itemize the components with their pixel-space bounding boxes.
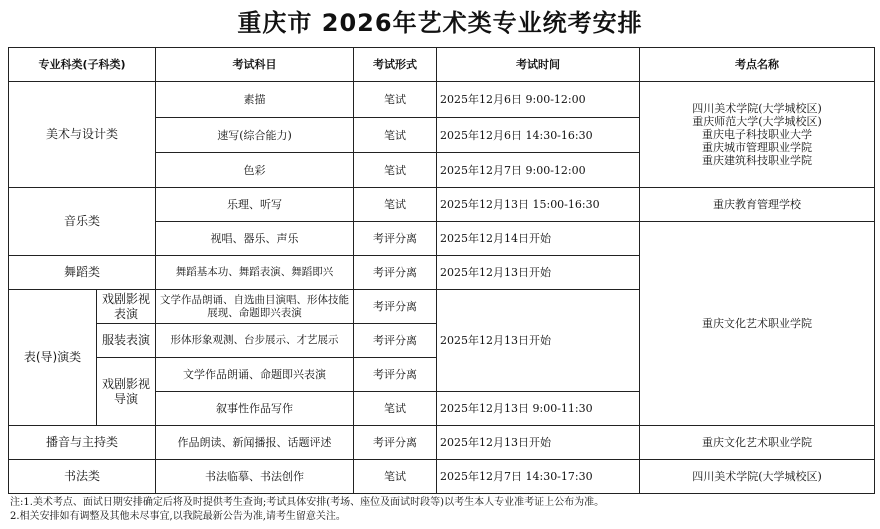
subcategory-fashion-show: 服装表演	[97, 324, 156, 358]
subject-cell: 舞蹈基本功、舞蹈表演、舞蹈即兴	[156, 256, 354, 290]
site-line: 重庆城市管理职业学院	[702, 141, 812, 154]
form-cell: 笔试	[354, 460, 437, 494]
table-row	[9, 188, 875, 222]
subject-cell: 文学作品朗诵、命题即兴表演	[156, 358, 354, 392]
time-cell: 2025年12月13日 15:00-16:30	[437, 188, 640, 222]
form-cell: 考评分离	[354, 222, 437, 256]
time-cell: 2025年12月7日 14:30-17:30	[437, 460, 640, 494]
subject-cell: 乐理、听写	[156, 188, 354, 222]
table-row	[9, 82, 875, 118]
site-cell-shared: 重庆文化艺术职业学院	[640, 222, 875, 426]
table-header-row	[9, 48, 875, 82]
time-cell: 2025年12月6日 14:30-16:30	[437, 118, 640, 153]
site-cell: 四川美术学院(大学城校区)	[640, 460, 875, 494]
form-cell: 考评分离	[354, 324, 437, 358]
subject-cell: 色彩	[156, 153, 354, 188]
time-cell: 2025年12月13日 9:00-11:30	[437, 392, 640, 426]
form-cell: 考评分离	[354, 426, 437, 460]
header-subject: 考试科目	[156, 48, 354, 82]
category-music: 音乐类	[9, 188, 156, 256]
subcategory-drama-directing: 戏剧影视导演	[97, 358, 156, 426]
form-cell: 笔试	[354, 82, 437, 118]
header-site: 考点名称	[640, 48, 875, 82]
subject-cell: 速写(综合能力)	[156, 118, 354, 153]
category-broadcast: 播音与主持类	[9, 426, 156, 460]
footnotes	[10, 496, 876, 524]
site-cell-art-design	[640, 82, 875, 188]
footnote-line: 注:1.美术考点、面试日期安排确定后将及时提供考生查询;考试具体安排(考场、座位及面试时段等)以考生本人专业准考证上公布为准。	[10, 497, 605, 508]
subject-cell: 形体形象观测、台步展示、才艺展示	[156, 324, 354, 358]
time-cell: 2025年12月6日 9:00-12:00	[437, 82, 640, 118]
form-cell: 考评分离	[354, 358, 437, 392]
header-category: 专业科类(子科类)	[9, 48, 156, 82]
header-form: 考试形式	[354, 48, 437, 82]
form-cell: 笔试	[354, 153, 437, 188]
category-calligraphy: 书法类	[9, 460, 156, 494]
site-line: 重庆建筑科技职业学院	[702, 154, 812, 167]
table-row	[9, 426, 875, 460]
time-cell: 2025年12月13日开始	[437, 426, 640, 460]
subject-cell: 素描	[156, 82, 354, 118]
subject-cell: 作品朗读、新闻播报、话题评述	[156, 426, 354, 460]
site-line: 重庆师范大学(大学城校区)	[692, 115, 822, 128]
time-cell: 2025年12月13日开始	[437, 256, 640, 290]
site-line: 重庆电子科技职业大学	[702, 128, 812, 141]
subject-cell: 文学作品朗诵、自选曲目演唱、形体技能展现、命题即兴表演	[156, 290, 354, 324]
subject-cell: 书法临摹、书法创作	[156, 460, 354, 494]
header-time: 考试时间	[437, 48, 640, 82]
form-cell: 笔试	[354, 188, 437, 222]
form-cell: 笔试	[354, 118, 437, 153]
form-cell: 考评分离	[354, 256, 437, 290]
subcategory-drama-acting: 戏剧影视表演	[97, 290, 156, 324]
time-cell: 2025年12月7日 9:00-12:00	[437, 153, 640, 188]
table-row	[9, 460, 875, 494]
subject-cell: 叙事性作品写作	[156, 392, 354, 426]
footnote-line: 2.相关安排如有调整及其他未尽事宜,以我院最新公告为准,请考生留意关注。	[10, 511, 346, 522]
site-line: 四川美术学院(大学城校区)	[692, 102, 822, 115]
site-cell: 重庆教育管理学校	[640, 188, 875, 222]
category-dance: 舞蹈类	[9, 256, 156, 290]
exam-schedule-table	[8, 47, 875, 494]
category-drama: 表(导)演类	[9, 290, 97, 426]
site-cell: 重庆文化艺术职业学院	[640, 426, 875, 460]
time-cell-drama-group: 2025年12月13日开始	[437, 290, 640, 392]
category-art-design: 美术与设计类	[9, 82, 156, 188]
form-cell: 考评分离	[354, 290, 437, 324]
time-cell: 2025年12月14日开始	[437, 222, 640, 256]
page-title: 重庆市 2026年艺术类专业统考安排	[237, 9, 643, 37]
form-cell: 笔试	[354, 392, 437, 426]
subject-cell: 视唱、器乐、声乐	[156, 222, 354, 256]
